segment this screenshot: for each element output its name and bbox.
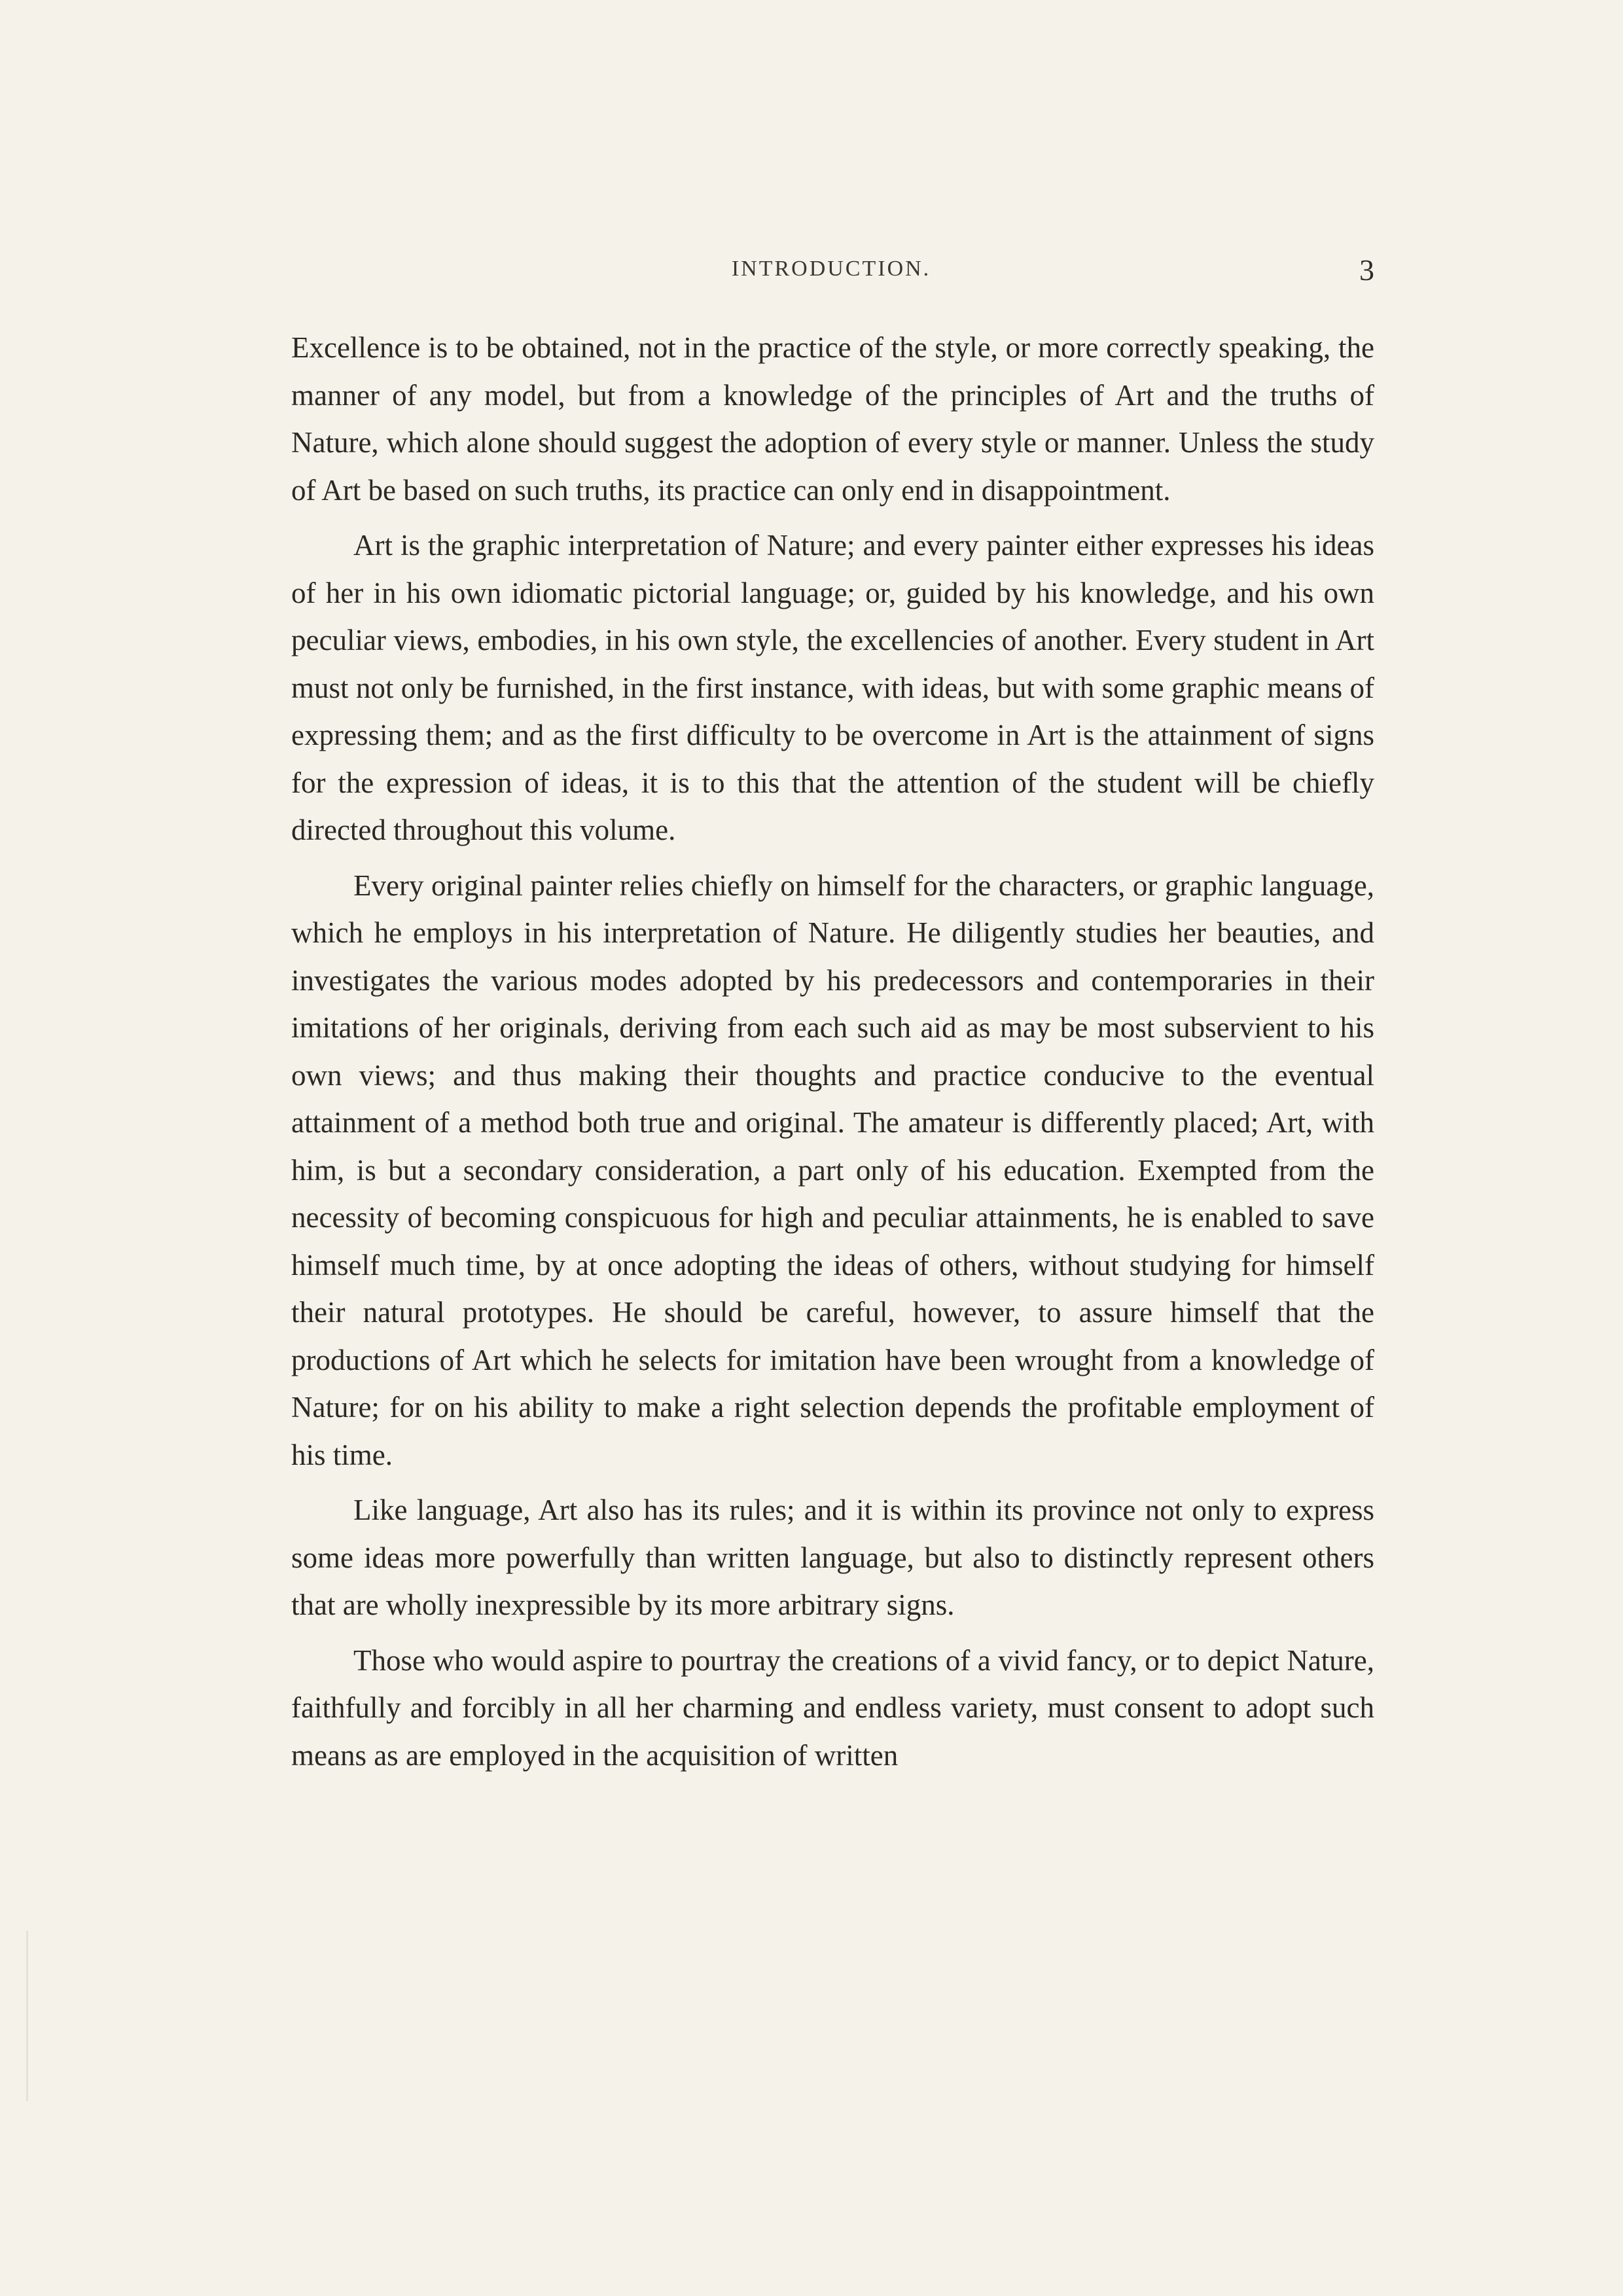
page-number: 3 [1359, 253, 1374, 287]
paragraph-1: Excellence is to be obtained, not in the practice of the style, or more correctly speaking, the manner of any model, but from a knowledge of the principles of Art and the truths of Nature, which alone should suggest the adoption of every style or manner. Unless the study of Art be based on such truths, its practice can only end in disappointment. [291, 331, 1374, 507]
page-header [288, 253, 1374, 296]
running-head: INTRODUCTION. [731, 257, 931, 281]
paragraph-2: Art is the graphic interpretation of Nature; and every painter either expresses his ideas of her in his own idiomatic pictorial language; or, guided by his knowledge, and his own peculiar views, embodies, in his own style, the excellencies of another. Every student in Art must not only be furnished, in the first instance, with ideas, but with some graphic means of expressing them; and as the first difficulty to be overcome in Art is the attainment of signs for the expression of ideas, it is to this that the attention of the student will be chiefly directed throughout this volume. [291, 529, 1374, 846]
paragraph-5: Those who would aspire to pourtray the creations of a vivid fancy, or to depict Nature, faithfully and forcibly in all her charming and endless variety, must consent to adopt such means as are employed in the acquisition of written [291, 1643, 1374, 1772]
gutter-shadow [26, 1931, 28, 2101]
paragraph-4: Like language, Art also has its rules; and it is within its province not only to express some ideas more powerfully than written language, but also to distinctly represent others that are wholly inexpressible by its more arbitrary signs. [291, 1494, 1374, 1621]
body-text [291, 324, 1374, 1787]
paragraph-3: Every original painter relies chiefly on himself for the characters, or graphic language, which he employs in his interpretation of Nature. He diligently studies her beauties, and investigates the various modes adopted by his predecessors and contemporaries in their imitations of her originals, deriving from each such aid as may be most subservient to his own views; and thus making their thoughts and practice conducive to the eventual attainment of a method both true and original. The amateur is differently placed; Art, with him, is but a secondary consideration, a part only of his education. Exempted from the necessity of becoming conspicuous for high and peculiar attainments, he is enabled to save himself much time, by at once adopting the ideas of others, without studying for himself their natural prototypes. He should be careful, however, to assure himself that the productions of Art which he selects for imitation have been wrought from a knowledge of Nature; for on his ability to make a right selection depends the profitable employment of his time. [291, 869, 1374, 1471]
